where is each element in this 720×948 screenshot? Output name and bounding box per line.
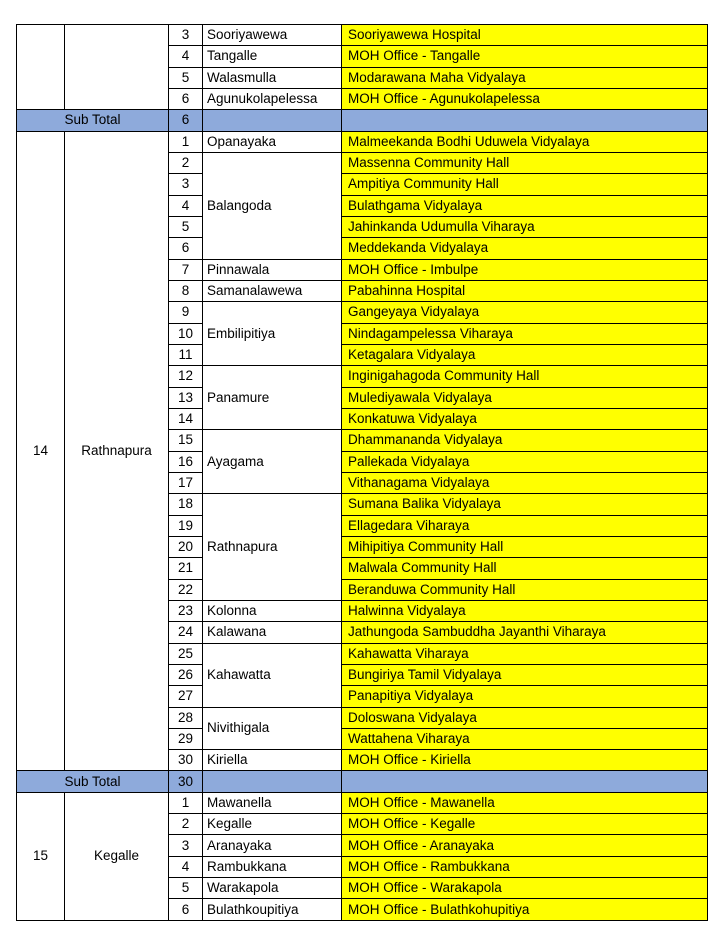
location-cell: MOH Office - Imbulpe: [342, 259, 708, 280]
area-cell: Kolonna: [203, 600, 342, 621]
area-cell: Embilipitiya: [203, 302, 342, 366]
serial-cell: 15: [169, 430, 203, 451]
location-cell: Inginigahagoda Community Hall: [342, 366, 708, 387]
location-cell: Bulathgama Vidyalaya: [342, 195, 708, 216]
serial-cell: 18: [169, 494, 203, 515]
area-cell: Balangoda: [203, 152, 342, 259]
serial-cell: 6: [169, 899, 203, 920]
location-cell: Jahinkanda Udumulla Viharaya: [342, 216, 708, 237]
location-cell: Bungiriya Tamil Vidyalaya: [342, 664, 708, 685]
location-cell: MOH Office - Mawanella: [342, 792, 708, 813]
location-cell: MOH Office - Warakapola: [342, 878, 708, 899]
serial-cell: 20: [169, 536, 203, 557]
serial-cell: 7: [169, 259, 203, 280]
serial-cell: 6: [169, 238, 203, 259]
location-cell: Massenna Community Hall: [342, 152, 708, 173]
district-number-cell: 15: [17, 792, 65, 920]
location-cell: Beranduwa Community Hall: [342, 579, 708, 600]
district-number-cell: [17, 25, 65, 110]
area-cell: Kalawana: [203, 622, 342, 643]
location-cell: Vithanagama Vidyalaya: [342, 472, 708, 493]
area-cell: Warakapola: [203, 878, 342, 899]
area-cell: Walasmulla: [203, 67, 342, 88]
location-cell: Mulediyawala Vidyalaya: [342, 387, 708, 408]
subtotal-blank: [342, 110, 708, 131]
district-number-cell: 14: [17, 131, 65, 771]
serial-cell: 4: [169, 195, 203, 216]
serial-cell: 5: [169, 216, 203, 237]
area-cell: Tangalle: [203, 46, 342, 67]
location-cell: Ellagedara Viharaya: [342, 515, 708, 536]
serial-cell: 10: [169, 323, 203, 344]
area-cell: Panamure: [203, 366, 342, 430]
area-cell: Rathnapura: [203, 494, 342, 601]
location-cell: MOH Office - Bulathkohupitiya: [342, 899, 708, 920]
serial-cell: 11: [169, 344, 203, 365]
subtotal-label: Sub Total: [17, 771, 169, 792]
subtotal-blank: [203, 771, 342, 792]
area-cell: Opanayaka: [203, 131, 342, 152]
serial-cell: 13: [169, 387, 203, 408]
location-cell: Wattahena Viharaya: [342, 728, 708, 749]
location-cell: MOH Office - Kiriella: [342, 750, 708, 771]
area-cell: Pinnawala: [203, 259, 342, 280]
table-row: [17, 25, 708, 46]
area-cell: Kahawatta: [203, 643, 342, 707]
serial-cell: 3: [169, 25, 203, 46]
area-cell: Nivithigala: [203, 707, 342, 750]
serial-cell: 2: [169, 814, 203, 835]
serial-cell: 30: [169, 750, 203, 771]
subtotal-value: 6: [169, 110, 203, 131]
location-cell: MOH Office - Rambukkana: [342, 856, 708, 877]
serial-cell: 9: [169, 302, 203, 323]
centers-table: [16, 24, 708, 921]
serial-cell: 4: [169, 856, 203, 877]
location-cell: Doloswana Vidyalaya: [342, 707, 708, 728]
district-name-cell: Rathnapura: [65, 131, 169, 771]
serial-cell: 27: [169, 686, 203, 707]
serial-cell: 5: [169, 67, 203, 88]
serial-cell: 2: [169, 152, 203, 173]
table-row: [17, 792, 708, 813]
area-cell: Ayagama: [203, 430, 342, 494]
location-cell: MOH Office - Agunukolapelessa: [342, 88, 708, 109]
serial-cell: 22: [169, 579, 203, 600]
serial-cell: 25: [169, 643, 203, 664]
location-cell: MOH Office - Aranayaka: [342, 835, 708, 856]
location-cell: Modarawana Maha Vidyalaya: [342, 67, 708, 88]
location-cell: Malwala Community Hall: [342, 558, 708, 579]
area-cell: Agunukolapelessa: [203, 88, 342, 109]
area-cell: Aranayaka: [203, 835, 342, 856]
subtotal-row: [17, 771, 708, 792]
district-name-cell: Kegalle: [65, 792, 169, 920]
serial-cell: 29: [169, 728, 203, 749]
location-cell: Dhammananda Vidyalaya: [342, 430, 708, 451]
serial-cell: 5: [169, 878, 203, 899]
serial-cell: 4: [169, 46, 203, 67]
location-cell: Jathungoda Sambuddha Jayanthi Viharaya: [342, 622, 708, 643]
area-cell: Sooriyawewa: [203, 25, 342, 46]
serial-cell: 26: [169, 664, 203, 685]
location-cell: Panapitiya Vidyalaya: [342, 686, 708, 707]
serial-cell: 1: [169, 131, 203, 152]
subtotal-blank: [342, 771, 708, 792]
location-cell: Sooriyawewa Hospital: [342, 25, 708, 46]
location-cell: Nindagampelessa Viharaya: [342, 323, 708, 344]
subtotal-row: [17, 110, 708, 131]
location-cell: Kahawatta Viharaya: [342, 643, 708, 664]
serial-cell: 12: [169, 366, 203, 387]
location-cell: Mihipitiya Community Hall: [342, 536, 708, 557]
serial-cell: 21: [169, 558, 203, 579]
area-cell: Bulathkoupitiya: [203, 899, 342, 920]
location-cell: Konkatuwa Vidyalaya: [342, 408, 708, 429]
serial-cell: 16: [169, 451, 203, 472]
location-cell: Halwinna Vidyalaya: [342, 600, 708, 621]
location-cell: Gangeyaya Vidyalaya: [342, 302, 708, 323]
serial-cell: 1: [169, 792, 203, 813]
serial-cell: 8: [169, 280, 203, 301]
district-name-cell: [65, 25, 169, 110]
subtotal-label: Sub Total: [17, 110, 169, 131]
location-cell: Ampitiya Community Hall: [342, 174, 708, 195]
area-cell: Kiriella: [203, 750, 342, 771]
location-cell: Pabahinna Hospital: [342, 280, 708, 301]
serial-cell: 14: [169, 408, 203, 429]
serial-cell: 19: [169, 515, 203, 536]
subtotal-value: 30: [169, 771, 203, 792]
serial-cell: 23: [169, 600, 203, 621]
serial-cell: 17: [169, 472, 203, 493]
area-cell: Samanalawewa: [203, 280, 342, 301]
location-cell: Sumana Balika Vidyalaya: [342, 494, 708, 515]
serial-cell: 24: [169, 622, 203, 643]
serial-cell: 28: [169, 707, 203, 728]
table-row: [17, 131, 708, 152]
location-cell: MOH Office - Tangalle: [342, 46, 708, 67]
serial-cell: 3: [169, 174, 203, 195]
location-cell: Ketagalara Vidyalaya: [342, 344, 708, 365]
serial-cell: 6: [169, 88, 203, 109]
location-cell: MOH Office - Kegalle: [342, 814, 708, 835]
serial-cell: 3: [169, 835, 203, 856]
location-cell: Malmeekanda Bodhi Uduwela Vidyalaya: [342, 131, 708, 152]
area-cell: Rambukkana: [203, 856, 342, 877]
location-cell: Pallekada Vidyalaya: [342, 451, 708, 472]
subtotal-blank: [203, 110, 342, 131]
area-cell: Kegalle: [203, 814, 342, 835]
area-cell: Mawanella: [203, 792, 342, 813]
location-cell: Meddekanda Vidyalaya: [342, 238, 708, 259]
